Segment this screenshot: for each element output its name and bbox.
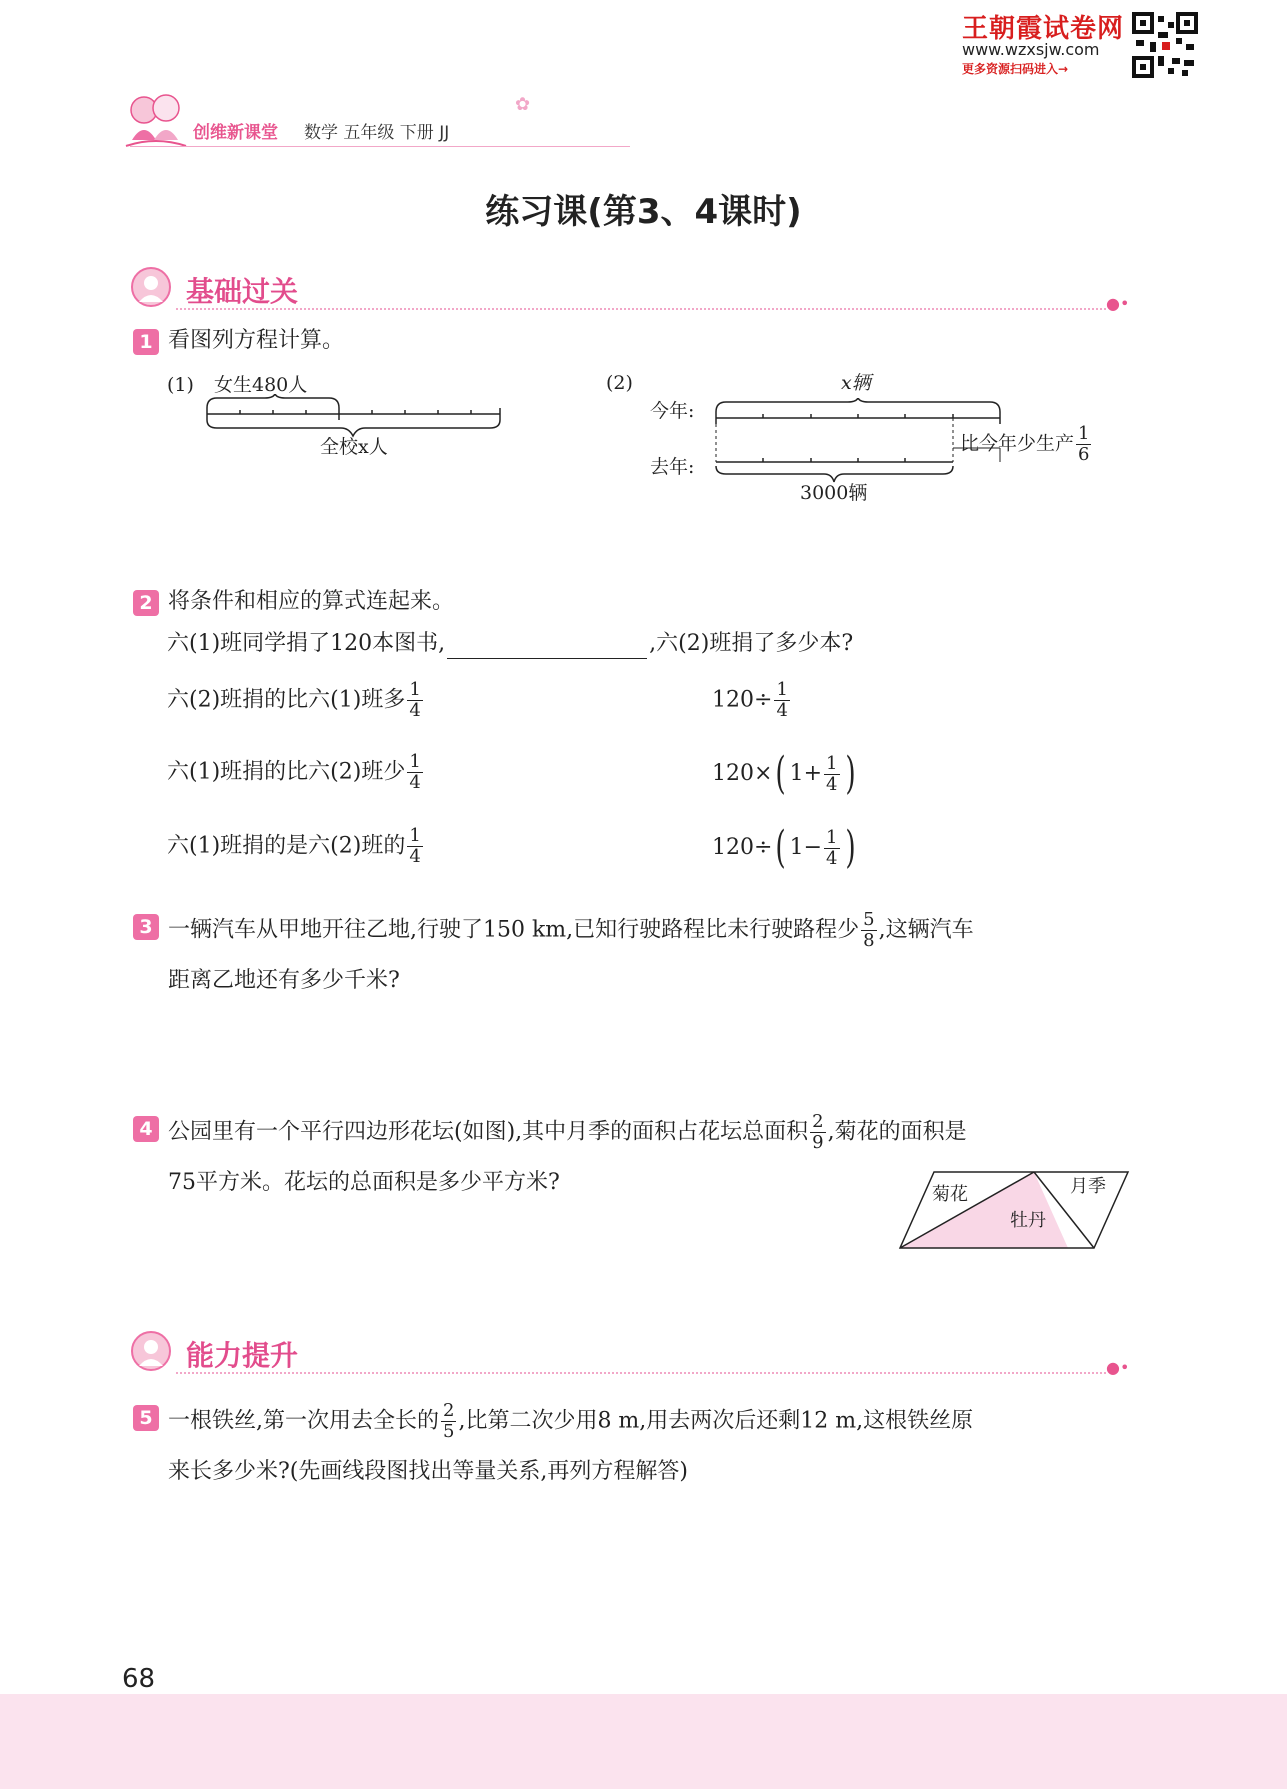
q5-line2: 来长多少米?(先画线段图找出等量关系,再列方程解答) [168,1459,688,1484]
section-icon-advanced [130,1330,172,1372]
q2-condition-2[interactable]: 六(1)班捐的比六(2)班少 $\frac{1}{4}$ [167,751,421,793]
q2-formula-3[interactable]: 120÷( 1− $\frac{1}{4}$ ) [712,822,856,873]
question-number-3: 3 [133,914,159,940]
q1-text: 看图列方程计算。 [168,328,345,353]
section-divider-advanced [176,1372,1106,1374]
fraction: $\frac{1}{4}$ [826,826,838,869]
q2-condition-3[interactable]: 六(1)班捐的是六(2)班的 $\frac{1}{4}$ [167,825,421,867]
q2-text: 将条件和相应的算式连起来。 [168,589,455,614]
q4-label-middle: 牡丹 [1010,1210,1046,1231]
q2-stem-a: 六(1)班同学捐了120本图书, [167,631,446,656]
q1-part2-side-text: 比今年少生产 [960,432,1075,455]
fraction: $\frac{1}{4}$ [409,825,421,867]
site-url: www.wzxsjw.com [962,40,1100,59]
q2-stem [167,629,853,659]
q4-label-right: 月季 [1070,1176,1106,1197]
mascot-icon [122,90,190,152]
q4-line2: 75平方米。花坛的总面积是多少平方米? [168,1170,560,1195]
q3-line1: 一辆汽车从甲地开往乙地,行驶了150 km,已知行驶路程比未行驶路程少 $\frac{5}{8}$ ,这辆汽车 [168,909,974,951]
qr-code-icon[interactable] [1132,12,1198,78]
flower-icon: ✿ [515,94,531,115]
header-mascot [122,90,190,152]
q1-part1-top-label: 女生480人 [214,374,308,396]
section-title-basic: 基础过关 [186,275,299,308]
section-dots-advanced: ●• [1106,1358,1130,1377]
q3-line2: 距离乙地还有多少千米? [168,968,400,993]
q4-line1: 公园里有一个平行四边形花坛(如图),其中月季的面积占花坛总面积 $\frac{2}{9}$ ,菊花的面积是 [168,1111,967,1153]
q1-part1-bottom-label: 全校x人 [320,436,388,458]
q2-formula-2[interactable]: 120×( 1+ $\frac{1}{4}$ ) [712,748,856,799]
bottom-band [0,1694,1287,1789]
q2-answer-blank[interactable] [447,636,647,659]
header-divider [130,146,630,147]
site-tagline: 更多资源扫码进入→ [962,62,1069,76]
fraction: $\frac{5}{8}$ [863,909,875,951]
fraction: $\frac{1}{4}$ [409,679,421,721]
q1-part2-label: (2) [606,372,633,394]
question-number-2: 2 [133,590,159,616]
fraction: $\frac{1}{4}$ [776,679,788,721]
q1-part2-fraction: $\frac{1}{6}$ [1078,423,1090,465]
fraction: $\frac{2}{5}$ [443,1400,455,1442]
q5-line1: 一根铁丝,第一次用去全长的 $\frac{2}{5}$ ,比第二次少用8 m,用去两次后还剩12 m,这根铁丝原 [168,1400,974,1442]
q2-condition-1[interactable]: 六(2)班捐的比六(1)班多 $\frac{1}{4}$ [167,679,421,721]
site-name: 王朝霞试卷网 [962,14,1125,44]
question-number-1: 1 [133,329,159,355]
fraction: $\frac{1}{4}$ [826,752,838,795]
q4-label-left: 菊花 [932,1184,968,1205]
header-brand: 创维新课堂 [193,123,278,143]
section-dots-basic: ●• [1106,294,1130,313]
page-number: 68 [122,1664,156,1694]
question-number-5: 5 [133,1405,159,1431]
q2-formula-1[interactable]: 120÷ $\frac{1}{4}$ [712,679,788,721]
header-subject: 数学 五年级 下册 JJ [304,123,450,143]
fraction: $\frac{1}{4}$ [409,751,421,793]
q1-part2-side-label [960,424,1093,465]
fraction: $\frac{2}{9}$ [812,1111,824,1153]
q1-part1-label: (1) [167,374,194,396]
section-icon-basic [130,266,172,308]
page-title: 练习课(第3、4课时) [485,192,802,232]
question-number-4: 4 [133,1116,159,1142]
q1-part2-row2: 去年: [650,456,695,478]
section-divider-basic [176,308,1106,310]
q2-stem-b: ,六(2)班捐了多少本? [649,631,854,656]
section-title-advanced: 能力提升 [186,1339,299,1372]
q1-part2-bottom-label: 3000辆 [800,482,868,504]
q1-part2-top-label: x辆 [841,372,871,394]
q1-part2-row1: 今年: [650,400,695,422]
